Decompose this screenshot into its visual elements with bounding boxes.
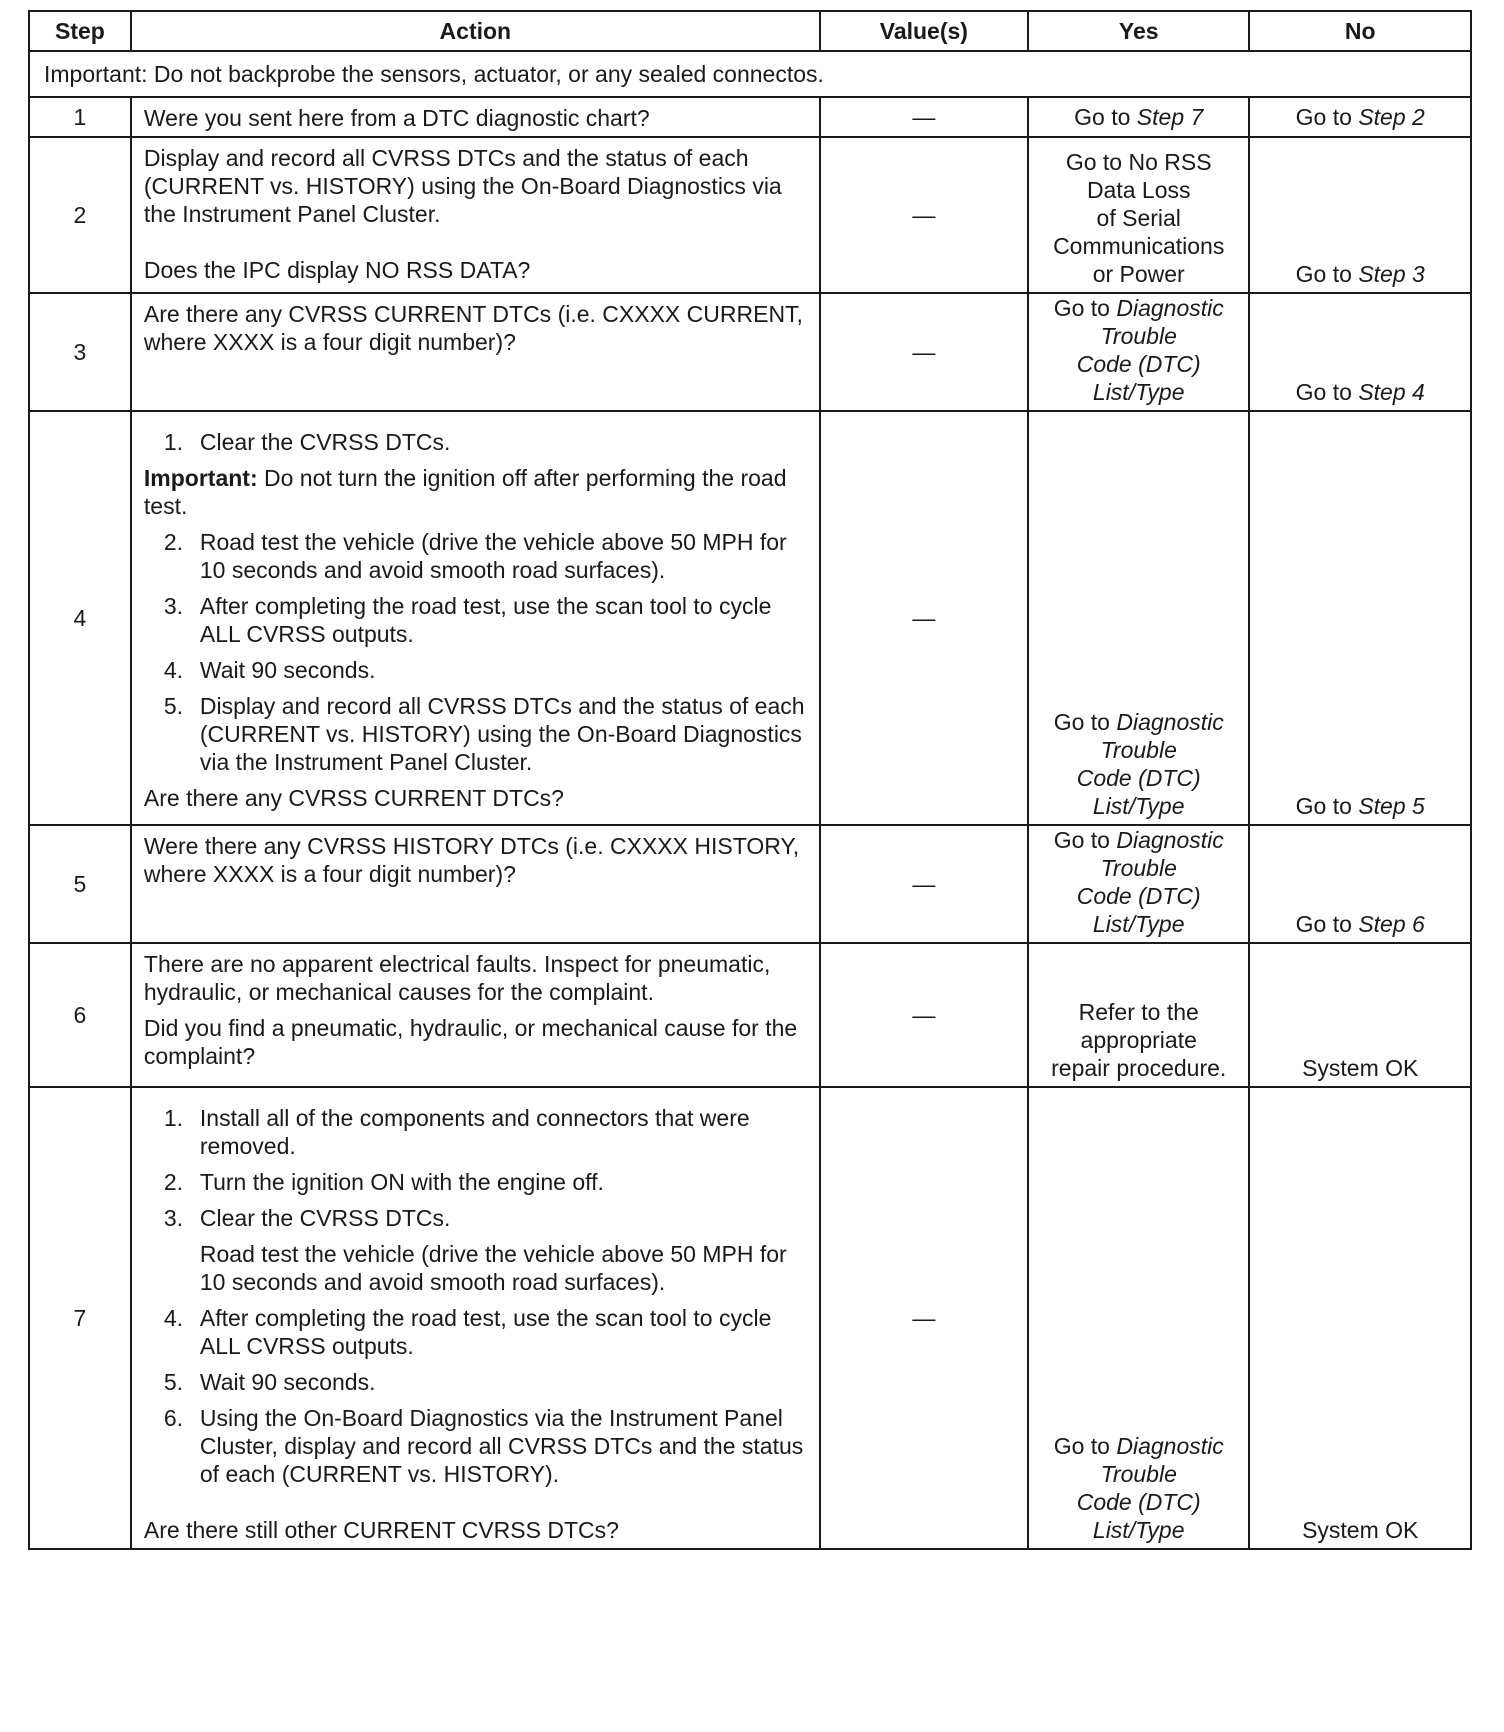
list-number: 3. [163, 593, 184, 619]
step-number: 3 [29, 293, 131, 411]
action-text: There are no apparent electrical faults. Inspect for pneumatic, hydraulic, or mechanical causes for the complaint. [143, 951, 771, 1005]
list-item [144, 1168, 809, 1196]
diagnostic-table [28, 10, 1472, 1550]
list-number: 3. [163, 1205, 184, 1231]
go-to-label: Go to [1053, 709, 1110, 735]
action-question: Are there still other CURRENT CVRSS DTCs? [143, 1517, 619, 1543]
list-number: 1. [163, 429, 184, 455]
step-number: 6 [29, 943, 131, 1087]
list-number: 2. [163, 1169, 184, 1195]
yes-cell[interactable] [1028, 137, 1250, 293]
go-to-label: Go to [1053, 1433, 1110, 1459]
value-cell: — [820, 293, 1028, 411]
no-cell [1249, 825, 1471, 943]
yes-link[interactable]: Code (DTC) [1076, 883, 1201, 909]
no-cell: System OK [1249, 943, 1471, 1087]
table-row [29, 825, 1471, 943]
list-item [144, 1404, 809, 1488]
yes-link[interactable]: Diagnostic [1116, 1433, 1224, 1459]
no-cell: System OK [1249, 1087, 1471, 1549]
list-number: 6. [163, 1405, 184, 1431]
list-item [144, 1104, 809, 1160]
value-cell: — [820, 137, 1028, 293]
header-no: No [1249, 11, 1471, 51]
no-link[interactable]: Step 4 [1358, 379, 1425, 405]
value-cell: — [820, 411, 1028, 825]
yes-cell[interactable] [1028, 1087, 1250, 1549]
list-text: Clear the CVRSS DTCs. [199, 1205, 451, 1231]
list-text: After completing the road test, use the scan tool to cycle ALL CVRSS outputs. [199, 593, 772, 647]
table-row [29, 411, 1471, 825]
list-text: Install all of the components and connectors that were removed. [199, 1105, 750, 1159]
action-cell [131, 411, 820, 825]
list-item [144, 1304, 809, 1360]
list-item [144, 592, 809, 648]
value-cell: — [820, 97, 1028, 137]
list-text: Display and record all CVRSS DTCs and the status of each (CURRENT vs. HISTORY) using the On-Board Diagnostics via the Instrument Panel Cluster. [199, 693, 805, 775]
list-text: Turn the ignition ON with the engine off. [199, 1169, 604, 1195]
list-item [144, 656, 809, 684]
go-to-label: Go to [1053, 827, 1110, 853]
list-number: 4. [163, 1305, 184, 1331]
step-number: 2 [29, 137, 131, 293]
list-number: 2. [163, 529, 184, 555]
go-to-label: Go to [1295, 104, 1352, 130]
list-item [144, 692, 809, 776]
no-link[interactable]: Step 2 [1358, 104, 1425, 130]
no-link[interactable]: Step 3 [1358, 261, 1425, 287]
yes-line: repair procedure. [1051, 1055, 1227, 1081]
header-row [29, 11, 1471, 51]
action-cell [131, 1087, 820, 1549]
list-item [144, 1368, 809, 1396]
value-cell: — [820, 825, 1028, 943]
no-link[interactable]: Step 6 [1358, 911, 1425, 937]
list-text: Wait 90 seconds. [199, 1369, 376, 1395]
yes-link[interactable]: Trouble [1100, 1461, 1177, 1487]
action-cell [131, 825, 820, 943]
step-number: 7 [29, 1087, 131, 1549]
go-to-label: Go to [1295, 793, 1352, 819]
yes-link[interactable]: Trouble [1100, 737, 1177, 763]
yes-link[interactable]: Trouble [1100, 323, 1177, 349]
action-text: Are there any CVRSS CURRENT DTCs (i.e. CXXXX CURRENT, where XXXX is a four digit number)? [143, 301, 803, 355]
table-row [29, 1087, 1471, 1549]
list-text: Road test the vehicle (drive the vehicle above 50 MPH for 10 seconds and avoid smooth road surfaces). [199, 1241, 787, 1295]
action-cell [131, 293, 820, 411]
yes-cell[interactable] [1028, 293, 1250, 411]
important-note-inline [144, 464, 809, 520]
list-number: 5. [163, 693, 184, 719]
list-text: After completing the road test, use the scan tool to cycle ALL CVRSS outputs. [199, 1305, 772, 1359]
list-number: 5. [163, 1369, 184, 1395]
list-text: Wait 90 seconds. [199, 657, 376, 683]
no-link[interactable]: Step 5 [1358, 793, 1425, 819]
no-cell [1249, 411, 1471, 825]
action-text: Display and record all CVRSS DTCs and the status of each (CURRENT vs. HISTORY) using the On-Board Diagnostics via the Instrument Panel Cluster. [143, 145, 782, 227]
yes-line: Go to No RSS [1065, 149, 1212, 175]
yes-link[interactable]: Code (DTC) [1076, 351, 1201, 377]
yes-line: Refer to the [1078, 999, 1199, 1025]
action-question: Did you find a pneumatic, hydraulic, or mechanical cause for the complaint? [143, 1015, 798, 1069]
header-action: Action [131, 11, 820, 51]
table-row [29, 97, 1471, 137]
action-cell [131, 137, 820, 293]
yes-link[interactable]: Trouble [1100, 855, 1177, 881]
yes-cell[interactable] [1028, 825, 1250, 943]
yes-link[interactable]: Code (DTC) [1076, 765, 1201, 791]
no-cell [1249, 137, 1471, 293]
list-text: Road test the vehicle (drive the vehicle above 50 MPH for 10 seconds and avoid smooth road surfaces). [199, 529, 787, 583]
yes-link[interactable]: List/Type [1092, 379, 1185, 405]
list-text: Using the On-Board Diagnostics via the Instrument Panel Cluster, display and record all CVRSS DTCs and the status of each (CURRENT vs. HISTORY). [199, 1405, 804, 1487]
yes-link[interactable]: List/Type [1092, 911, 1185, 937]
action-text: Were there any CVRSS HISTORY DTCs (i.e. CXXXX HISTORY, where XXXX is a four digit number)? [143, 833, 800, 887]
value-cell: — [820, 1087, 1028, 1549]
list-text: Clear the CVRSS DTCs. [199, 429, 451, 455]
important-note-row [29, 51, 1471, 97]
yes-line: or Power [1092, 261, 1185, 287]
important-label: Important: [143, 465, 258, 491]
no-cell [1249, 97, 1471, 137]
step-number: 1 [29, 97, 131, 137]
list-number: 1. [163, 1105, 184, 1131]
yes-cell[interactable] [1028, 943, 1250, 1087]
important-note: Important: Do not backprobe the sensors, actuator, or any sealed connectos. [29, 51, 1471, 97]
yes-line: Data Loss [1086, 177, 1191, 203]
step-number: 5 [29, 825, 131, 943]
header-yes: Yes [1028, 11, 1250, 51]
yes-line: of Serial [1096, 205, 1181, 231]
yes-cell [1028, 97, 1250, 137]
go-to-label: Go to [1295, 379, 1352, 405]
yes-line: Communications [1053, 233, 1225, 259]
action-text [131, 97, 820, 137]
diagnostic-table-sheet [28, 10, 1472, 1550]
table-row [29, 943, 1471, 1087]
yes-link[interactable]: Diagnostic [1116, 709, 1224, 735]
yes-link[interactable]: List/Type [1092, 1517, 1185, 1543]
yes-link[interactable]: List/Type [1092, 793, 1185, 819]
go-to-label: Go to [1074, 104, 1131, 130]
action-question: Does the IPC display NO RSS DATA? [143, 257, 531, 283]
list-item [144, 428, 809, 456]
list-item [144, 1204, 809, 1232]
header-values: Value(s) [820, 11, 1028, 51]
yes-cell[interactable] [1028, 411, 1250, 825]
go-to-label: Go to [1295, 911, 1352, 937]
go-to-label: Go to [1295, 261, 1352, 287]
no-cell [1249, 293, 1471, 411]
table-row [29, 293, 1471, 411]
list-item [144, 528, 809, 584]
list-number: 4. [163, 657, 184, 683]
header-step: Step [29, 11, 131, 51]
yes-link[interactable]: Code (DTC) [1076, 1489, 1201, 1515]
yes-link[interactable]: Step 7 [1136, 104, 1204, 130]
yes-link[interactable]: Diagnostic [1116, 295, 1224, 321]
important-text: Do not turn the ignition off after performing the road test. [143, 465, 787, 519]
step-number: 4 [29, 411, 131, 825]
value-cell: — [820, 943, 1028, 1087]
action-question: Are there any CVRSS CURRENT DTCs? [143, 785, 564, 811]
table-row [29, 137, 1471, 293]
yes-link[interactable]: Diagnostic [1116, 827, 1224, 853]
action-cell [131, 943, 820, 1087]
go-to-label: Go to [1053, 295, 1110, 321]
action-text: Were you sent here from a DTC diagnostic chart? [143, 105, 650, 131]
yes-line: appropriate [1080, 1027, 1197, 1053]
